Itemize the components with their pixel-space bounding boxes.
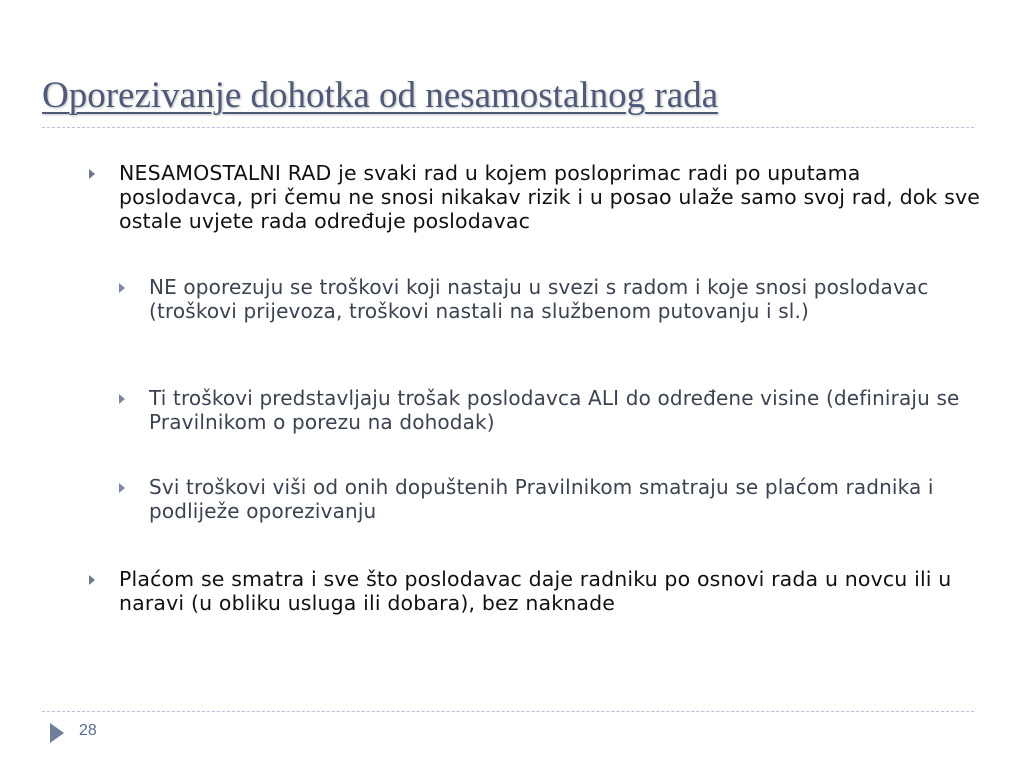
bullet-text: NESAMOSTALNI RAD je svaki rad u kojem posloprimac radi po uputama poslodavca, pri čemu ne snosi nikakav rizik i u posao ulaže samo svoj rad, dok sve ostale uvjete rada određuje poslodavac <box>119 161 980 233</box>
slide-title: Oporezivanje dohotka od nesamostalnog rada <box>42 75 719 116</box>
triangle-right-icon <box>119 394 125 404</box>
bullet-text: Plaćom se smatra i sve što poslodavac daje radniku po osnovi rada u novcu ili u naravi (u obliku usluga ili dobara), bez naknade <box>119 567 952 615</box>
page-number: 28 <box>79 722 97 739</box>
sub-bullet-text: Svi troškovi viši od onih dopuštenih Pravilnikom smatraju se plaćom radnika i podliježe oporezivanju <box>149 475 934 523</box>
footer-triangle-icon <box>50 723 64 743</box>
title-divider <box>42 127 974 128</box>
sub-bullet-text: Ti troškovi predstavljaju trošak poslodavca ALI do određene visine (definiraju se Pravilnikom o porezu na dohodak) <box>149 386 960 434</box>
footer-divider <box>42 711 974 712</box>
triangle-right-icon <box>89 169 95 179</box>
triangle-right-icon <box>119 483 125 493</box>
triangle-right-icon <box>119 283 125 293</box>
sub-bullet-text: NE oporezuju se troškovi koji nastaju u svezi s radom i koje snosi poslodavac (troškovi prijevoza, troškovi nastali na službenom putovanju i sl.) <box>149 275 929 323</box>
triangle-right-icon <box>89 575 95 585</box>
